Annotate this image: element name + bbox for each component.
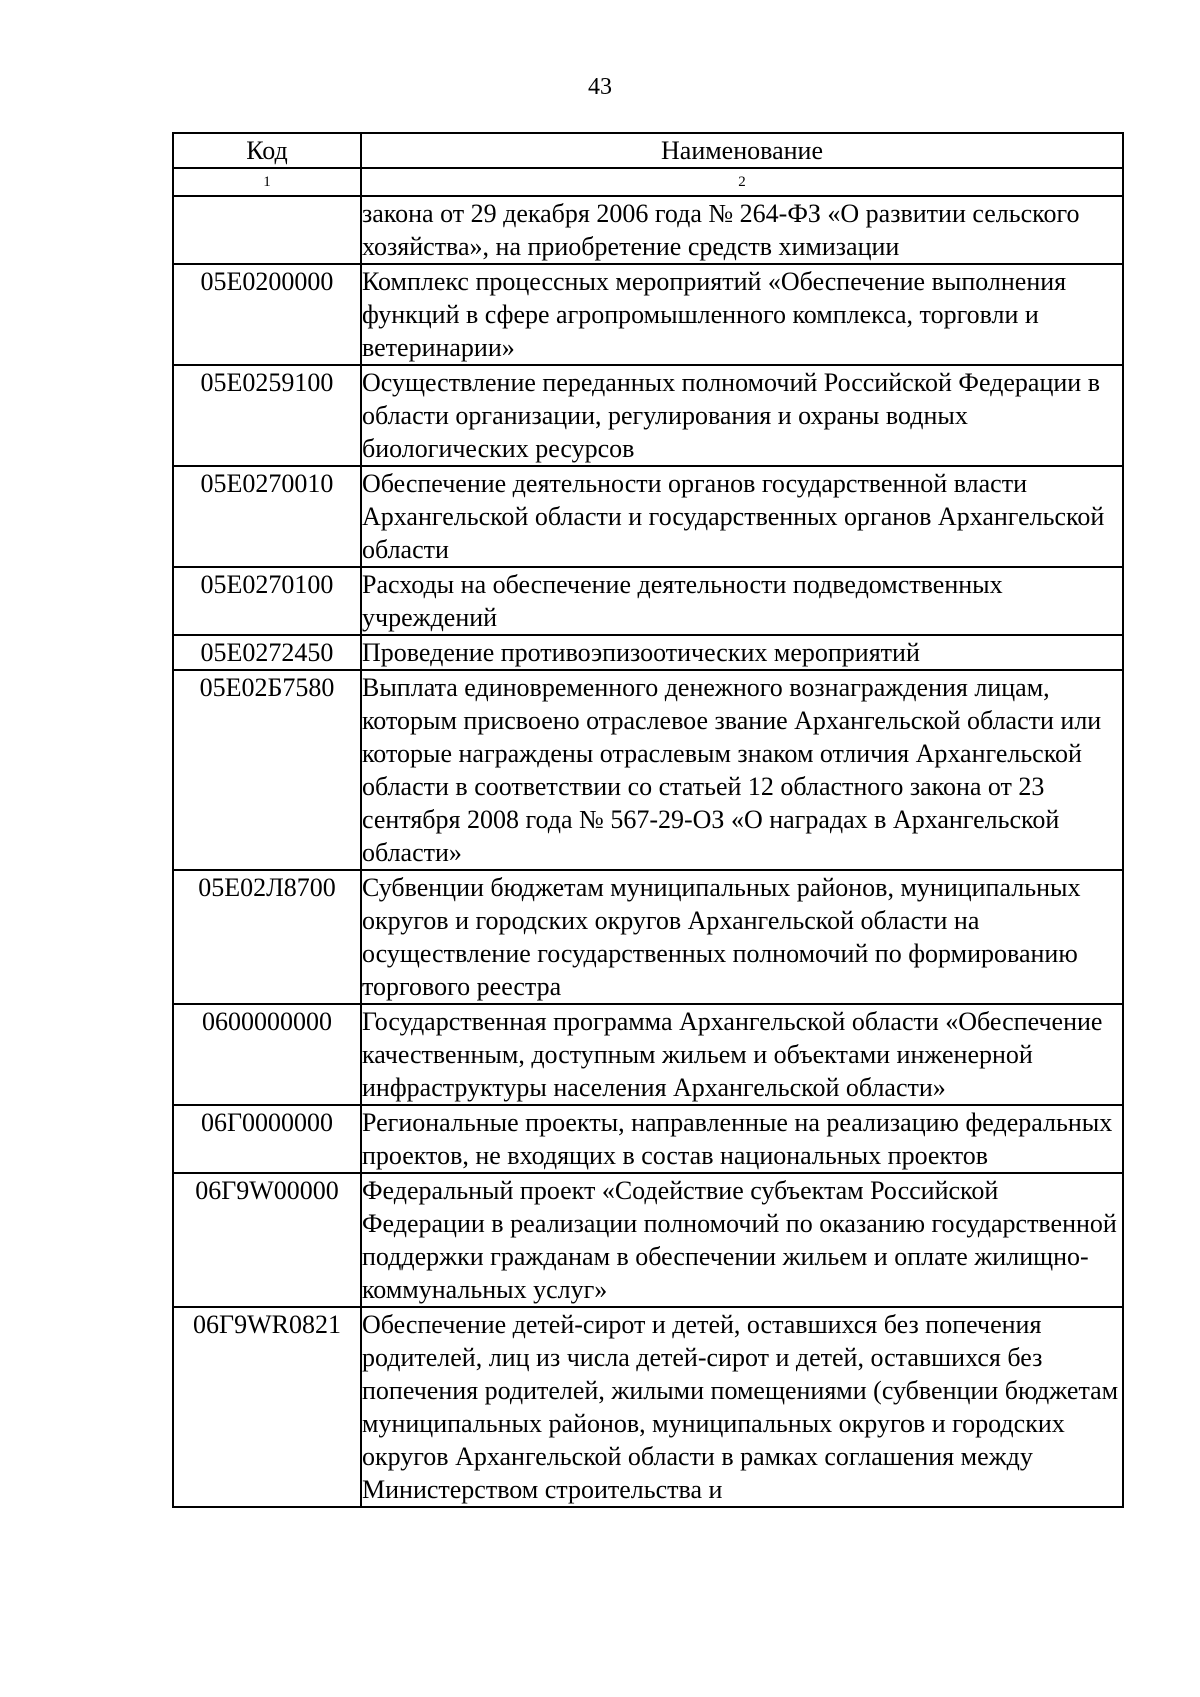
column-number-name: 2 [361, 168, 1123, 196]
column-number-row [173, 168, 1123, 196]
classification-table [172, 132, 1124, 1508]
row-code: 05Е02Б7580 [173, 670, 361, 870]
row-code: 0600000000 [173, 1004, 361, 1105]
row-name: Региональные проекты, направленные на реализацию федеральных проектов, не входящих в состав национальных проектов [361, 1105, 1123, 1173]
column-number-code: 1 [173, 168, 361, 196]
row-code: 05Е0200000 [173, 264, 361, 365]
row-name: Федеральный проект «Содействие субъектам Российской Федерации в реализации полномочий по оказанию государственной поддержки гражданам в обеспечении жильем и оплате жилищно-коммунальных услуг» [361, 1173, 1123, 1307]
row-code: 05Е02Л8700 [173, 870, 361, 1004]
row-code: 06Г9WR0821 [173, 1307, 361, 1507]
table-row [173, 1307, 1123, 1507]
row-name: Расходы на обеспечение деятельности подведомственных учреждений [361, 567, 1123, 635]
row-code: 05Е0272450 [173, 635, 361, 670]
header-name: Наименование [361, 133, 1123, 168]
header-code: Код [173, 133, 361, 168]
table-row [173, 870, 1123, 1004]
row-name: Обеспечение деятельности органов государственной власти Архангельской области и государственных органов Архангельской области [361, 466, 1123, 567]
row-code: 06Г9W00000 [173, 1173, 361, 1307]
row-name: Выплата единовременного денежного вознаграждения лицам, которым присвоено отраслевое звание Архангельской области или которые награждены отраслевым знаком отличия Архангельской области в соответствии со статьей 12 областного закона от 23 сентября 2008 года № 567-29-ОЗ «О наградах в Архангельской области» [361, 670, 1123, 870]
row-name: Обеспечение детей-сирот и детей, оставшихся без попечения родителей, лиц из числа детей-сирот и детей, оставшихся без попечения родителей, жилыми помещениями (субвенции бюджетам муниципальных районов, муниципальных округов и городских округов Архангельской области в рамках соглашения между Министерством строительства и [361, 1307, 1123, 1507]
table-row [173, 670, 1123, 870]
page-number: 43 [588, 74, 612, 100]
table-row [173, 466, 1123, 567]
table-row [173, 1004, 1123, 1105]
row-name: Осуществление переданных полномочий Российской Федерации в области организации, регулирования и охраны водных биологических ресурсов [361, 365, 1123, 466]
table-row [173, 1173, 1123, 1307]
row-code: 05Е0259100 [173, 365, 361, 466]
row-name: Государственная программа Архангельской области «Обеспечение качественным, доступным жильем и объектами инженерной инфраструктуры населения Архангельской области» [361, 1004, 1123, 1105]
table-row [173, 196, 1123, 264]
row-code: 05Е0270010 [173, 466, 361, 567]
row-code: 05Е0270100 [173, 567, 361, 635]
row-name: Комплекс процессных мероприятий «Обеспечение выполнения функций в сфере агропромышленного комплекса, торговли и ветеринарии» [361, 264, 1123, 365]
table-row [173, 365, 1123, 466]
table-row [173, 1105, 1123, 1173]
table-row [173, 264, 1123, 365]
row-code: 06Г0000000 [173, 1105, 361, 1173]
table-row [173, 635, 1123, 670]
table-header-row [173, 133, 1123, 168]
row-name: Субвенции бюджетам муниципальных районов, муниципальных округов и городских округов Архангельской области на осуществление государственных полномочий по формированию торгового реестра [361, 870, 1123, 1004]
row-name: Проведение противоэпизоотических мероприятий [361, 635, 1123, 670]
table-row [173, 567, 1123, 635]
row-name: закона от 29 декабря 2006 года № 264-ФЗ «О развитии сельского хозяйства», на приобретение средств химизации [361, 196, 1123, 264]
row-code [173, 196, 361, 264]
